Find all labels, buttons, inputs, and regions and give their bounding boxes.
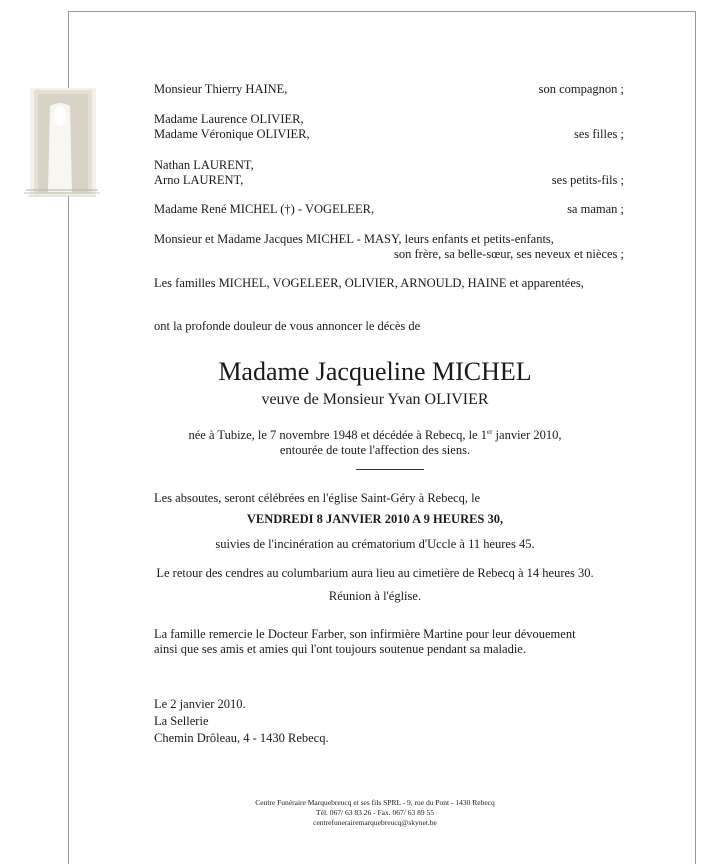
footer-email: centrefunerairemarquebreucq@skynet.be: [313, 818, 437, 827]
family-name-4: Madame René MICHEL (†) - VOGELEER,: [154, 202, 375, 216]
sender-address: Chemin Drôleau, 4 - 1430 Rebecq.: [154, 731, 329, 745]
extended-family-line-2: son frère, sa belle-sœur, ses neveux et nièces ;: [394, 247, 624, 261]
deceased-name: Madame Jacqueline MICHEL: [218, 357, 532, 386]
footer-phone: Tél. 067/ 63 83 26 - Fax. 067/ 63 89 55: [316, 808, 434, 817]
footer-company: Centre Funéraire Marquebreucq et ses fils SPRL - 9, rue du Pont - 1430 Rebecq: [255, 798, 495, 807]
family-name-3b: Arno LAURENT,: [154, 173, 244, 187]
family-relation-4: sa maman ;: [567, 202, 624, 216]
birth-death-line: née à Tubize, le 7 novembre 1948 et décédée à Rebecq, le 1er janvier 2010,: [188, 427, 562, 442]
family-name-1: Monsieur Thierry HAINE,: [154, 82, 288, 96]
announcement: ont la profonde douleur de vous annoncer le décès de: [154, 319, 421, 333]
families-line: Les familles MICHEL, VOGELEER, OLIVIER, ARNOULD, HAINE et apparentées,: [154, 276, 584, 290]
extended-family-line-1: Monsieur et Madame Jacques MICHEL - MASY, leurs enfants et petits-enfants,: [154, 232, 554, 246]
family-relation-2: ses filles ;: [574, 127, 624, 141]
ashes-line: Le retour des cendres au columbarium aura lieu au cimetière de Rebecq à 14 heures 30.: [156, 566, 594, 580]
sender-place: La Sellerie: [154, 714, 209, 728]
cremation-line: suivies de l'incinération au crématorium d'Uccle à 11 heures 45.: [215, 537, 535, 551]
reunion-line: Réunion à l'église.: [328, 589, 422, 603]
family-relation-3: ses petits-fils ;: [551, 173, 624, 187]
thanks-line-1: La famille remercie le Docteur Farber, son infirmière Martine pour leur dévouement: [154, 627, 576, 641]
family-relation-1: son compagnon ;: [538, 82, 624, 96]
separator-rule: [356, 469, 424, 470]
ceremony-intro: Les absoutes, seront célébrées en l'église Saint-Géry à Rebecq, le: [154, 491, 481, 505]
surrounded-line: entourée de toute l'affection des siens.: [279, 443, 471, 457]
candle-icon: [24, 86, 100, 198]
family-name-2a: Madame Laurence OLIVIER,: [154, 112, 304, 126]
widow-line: veuve de Monsieur Yvan OLIVIER: [261, 391, 489, 408]
family-name-2b: Madame Véronique OLIVIER,: [154, 127, 310, 141]
family-name-3a: Nathan LAURENT,: [154, 158, 254, 172]
thanks-line-2: ainsi que ses amis et amies qui l'ont toujours soutenue pendant sa maladie.: [154, 642, 526, 656]
sender-date: Le 2 janvier 2010.: [154, 697, 246, 711]
ceremony-date: VENDREDI 8 JANVIER 2010 A 9 HEURES 30,: [246, 512, 504, 526]
